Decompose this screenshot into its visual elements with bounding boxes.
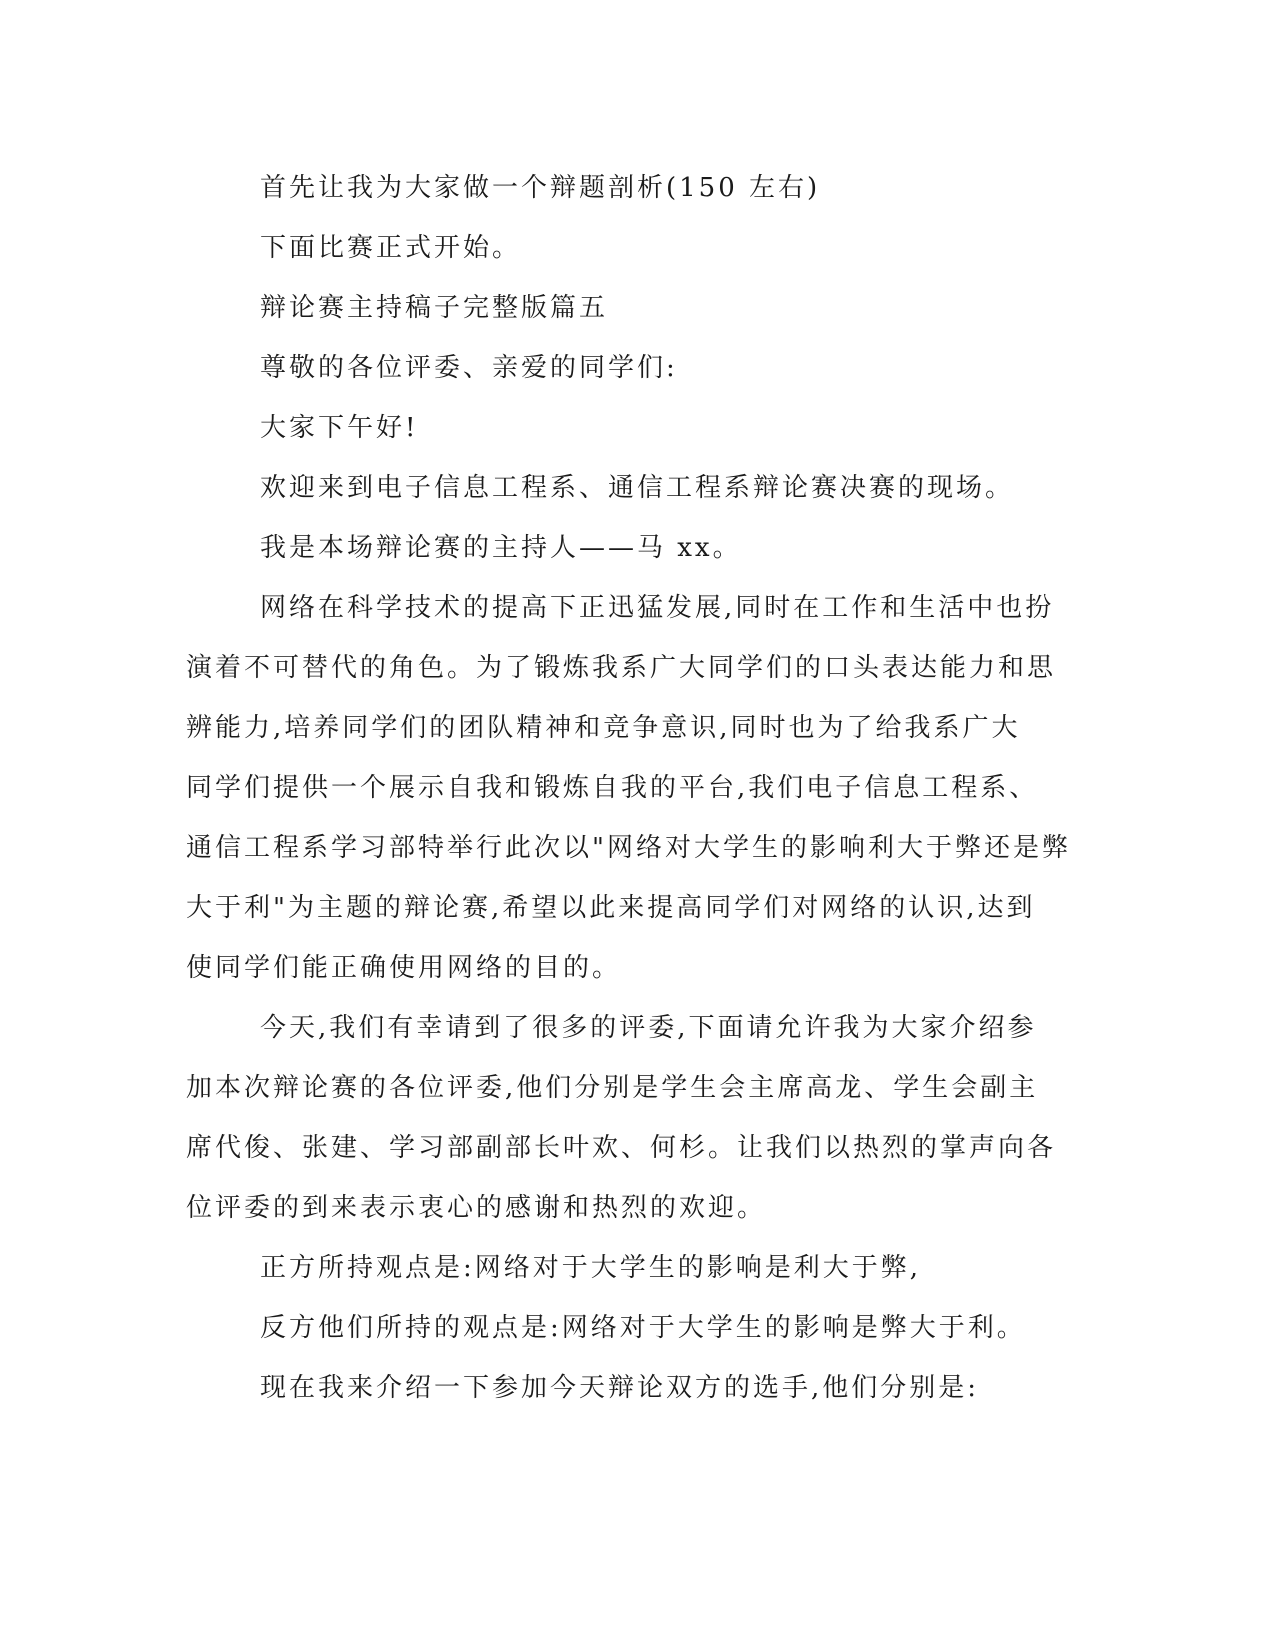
text-line: 我是本场辩论赛的主持人——马 xx。 xyxy=(260,533,742,563)
text-line: 欢迎来到电子信息工程系、通信工程系辩论赛决赛的现场。 xyxy=(260,473,1015,503)
paragraph-line: 通信工程系学习部特举行此次以"网络对大学生的影响利大于弊还是弊 xyxy=(186,833,1071,863)
paragraph-line: 网络在科学技术的提高下正迅猛发展,同时在工作和生活中也扮 xyxy=(260,593,1055,623)
text-line: 首先让我为大家做一个辩题剖析(150 左右) xyxy=(260,173,821,203)
salutation: 尊敬的各位评委、亲爱的同学们: xyxy=(260,353,678,383)
paragraph-line: 演着不可替代的角色。为了锻炼我系广大同学们的口头表达能力和思 xyxy=(186,653,1057,683)
section-heading: 辩论赛主持稿子完整版篇五 xyxy=(260,293,609,323)
paragraph-line: 辨能力,培养同学们的团队精神和竞争意识,同时也为了给我系广大 xyxy=(186,713,1021,743)
paragraph-line: 大于利"为主题的辩论赛,希望以此来提高同学们对网络的认识,达到 xyxy=(186,893,1036,923)
text-line: 下面比赛正式开始。 xyxy=(260,233,522,263)
text-line: 现在我来介绍一下参加今天辩论双方的选手,他们分别是: xyxy=(260,1373,980,1403)
text-line: 反方他们所持的观点是:网络对于大学生的影响是弊大于利。 xyxy=(260,1313,1026,1343)
text-line: 正方所持观点是:网络对于大学生的影响是利大于弊, xyxy=(260,1253,922,1283)
paragraph-line: 席代俊、张建、学习部副部长叶欢、何杉。让我们以热烈的掌声向各 xyxy=(186,1133,1057,1163)
document-body xyxy=(186,158,1071,1418)
paragraph-line: 同学们提供一个展示自我和锻炼自我的平台,我们电子信息工程系、 xyxy=(186,773,1039,803)
paragraph-line: 加本次辩论赛的各位评委,他们分别是学生会主席高龙、学生会副主 xyxy=(186,1073,1039,1103)
paragraph-line: 今天,我们有幸请到了很多的评委,下面请允许我为大家介绍参 xyxy=(260,1013,1037,1043)
greeting: 大家下午好! xyxy=(260,413,419,443)
paragraph-line: 位评委的到来表示衷心的感谢和热烈的欢迎。 xyxy=(186,1193,767,1223)
paragraph-line: 使同学们能正确使用网络的目的。 xyxy=(186,953,622,983)
